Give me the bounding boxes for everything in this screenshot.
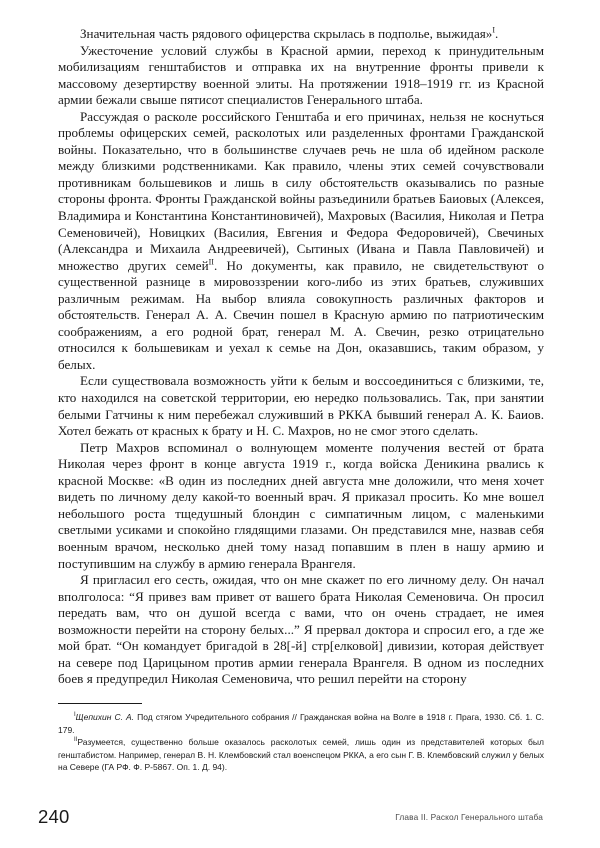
footnote-1-text: Под стягом Учредительного собрания // Гражданская война на Волге в 1918 г. Прага, 1930. Сб. 1. С. 179.	[58, 712, 544, 735]
paragraph-5: Петр Махров вспоминал о волнующем моменте получения вестей от брата Николая через фронт в конце августа 1919 г., когда войска Деникина рвались к красной Москве: «В один из последних дней августа мне доложили, что меня хочет видеть по личному делу какой-то военный врач. Я приказал просить. Ко мне вошел небольшого роста тщедушный блондин с симпатичным лицом, с маленькими светлыми усиками и спокойно глядящими глазами. Он представился мне, назвав себя военным врачом, несколько дней тому назад попавшим в плен в нашу армию и поступившим на службу в армию генерала Врангеля.	[58, 439, 544, 571]
running-head: Глава II. Раскол Генерального штаба	[395, 812, 543, 822]
paragraph-4: Если существовала возможность уйти к белым и воссоединиться с близкими, те, кто находился на советской территории, ею нередко пользовались. Так, при занятии белыми Гатчины к ним перебежал служивший в РККА бывший генерал А. К. Баиов. Хотел бежать от красных к брату и Н. С. Махров, но не смог этого сделать.	[58, 373, 544, 439]
paragraph-3-text: Рассуждая о расколе российского Генштаба и его причинах, нельзя не коснуться проблемы офицерских семей, расколотых или разделенных фронтами Гражданской войны. Показательно, что в большинстве случаев речь не шла об идейном расколе между близкими родственниками. Как правило, члены этих семей сочувствовали противникам большевиков и лишь в силу обстоятельств оказывались по разные стороны фронта. Фронты Гражданской войны разъединили братьев Баиовых (Алексея, Владимира и Константина Константиновичей), Махровых (Василия, Николая и Петра Семеновичей), Новицких (Василия, Евгения и Федора Федоровичей), Свечиных (Александра и Михаила Андреевичей), Сытиных (Ивана и Павла Павловичей) и множество других семей	[58, 108, 544, 273]
paragraph-3	[58, 109, 544, 374]
footnote-separator-rule	[58, 703, 142, 704]
paragraph-6: Я пригласил его сесть, ожидая, что он мне скажет по его личному делу. Он начал вполголоса: “Я привез вам привет от вашего брата Николая Семеновича. Он просил передать вам, что он душой всегда с вами, что он очень страдает, не имея возможности перейти на сторону белых...” Я прервал доктора и спросил его, а где же мой брат. “Он командует бригадой в 28[-й] стр[елковой] дивизии, которая действует на севере под Царицыном против армии генерала Врангеля. В одном из последних боев я предупредил Николая Семеновича, что решил перейти на сторону	[58, 572, 544, 687]
footnote-reference-1[interactable]: I	[492, 25, 495, 35]
footnote-2-text: Разумеется, существенно больше оказалось расколотых семей, лишь один из представителей которых был генштабистом. Например, генерал В. Н. Клембовский стал военспецом РККА, а его сын Г. В. Клембовский служил у белых на Севере (ГА РФ. Ф. Р-5867. Оп. 1. Д. 94).	[58, 737, 544, 773]
footnote-marker-1: I	[74, 712, 76, 719]
paragraph-1-text: Значительная часть рядового офицерства скрылась в подполье, выжидая»	[80, 26, 493, 41]
body-text-block	[58, 26, 544, 688]
footnote-item-1	[58, 711, 544, 736]
page-footer	[0, 806, 600, 836]
paragraph-1-tail: .	[495, 26, 499, 41]
footnote-marker-2: II	[74, 737, 78, 744]
footnote-item-2	[58, 736, 544, 774]
footnote-reference-2[interactable]: II	[208, 257, 214, 267]
footnote-1-author: Щепихин С. А.	[75, 712, 135, 722]
paragraph-1	[58, 26, 544, 43]
footnote-area	[58, 703, 544, 774]
paragraph-3-tail: . Но документы, как правило, не свидетельствуют о существенной разнице в мировоззрении кого-либо из этих братьев, служивших различным режимам. На выбор влияла совокупность различных факторов и обстоятельств. Генерал А. А. Свечин пошел в Красную армию по патриотическим соображениям, а его родной брат, генерал М. А. Свечин, резко отрицательно относился к большевикам и уехал к семье на Дон, оказавшись, таким образом, у белых.	[58, 257, 544, 372]
paragraph-2: Ужесточение условий службы в Красной армии, переход к принудительным мобилизациям генштабистов и отправка их на внутренние фронты привели к массовому дезертирству военной элиты. На протяжении 1918–1919 гг. из Красной армии бежали свыше пятисот специалистов Генерального штаба.	[58, 42, 544, 108]
page-number: 240	[38, 806, 70, 827]
